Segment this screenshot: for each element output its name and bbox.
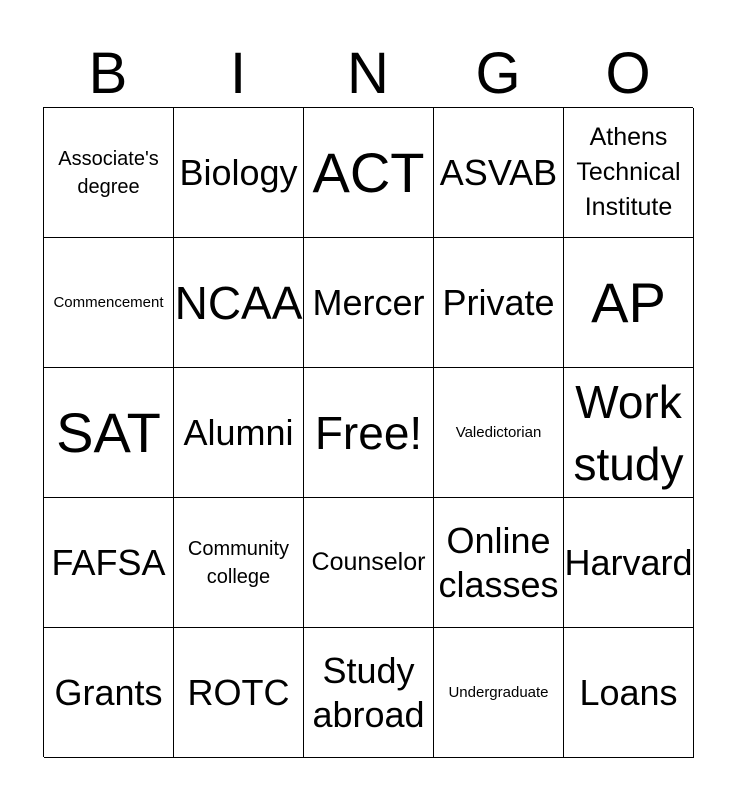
bingo-cell[interactable] [174, 108, 304, 238]
cell-label: Counselor [311, 548, 426, 576]
cell-label: Study abroad [312, 649, 425, 735]
bingo-cell[interactable] [564, 108, 694, 238]
bingo-cell[interactable] [44, 498, 174, 628]
cell-label: Community college [187, 537, 290, 588]
cell-label: Grants [54, 671, 163, 713]
bingo-cell[interactable] [434, 628, 564, 758]
header-letter-b: B [88, 41, 128, 106]
bingo-cell[interactable] [304, 498, 434, 628]
bingo-cell[interactable] [434, 498, 564, 628]
cell-label: NCAA [174, 276, 303, 329]
cell-label: ACT [312, 140, 425, 204]
bingo-cell[interactable] [174, 628, 304, 758]
free-space-label: Free! [314, 406, 423, 459]
bingo-cell[interactable] [44, 238, 174, 368]
bingo-cell[interactable] [304, 238, 434, 368]
free-space-cell[interactable] [304, 368, 434, 498]
cell-label: Mercer [312, 281, 425, 323]
cell-label: Athens Technical Institute [576, 123, 681, 221]
cell-label: Undergraduate [448, 684, 549, 701]
cell-label: Harvard [564, 541, 693, 583]
cell-label: Private [442, 281, 555, 323]
bingo-board [43, 107, 693, 757]
bingo-cell[interactable] [44, 368, 174, 498]
cell-label: Valedictorian [455, 424, 542, 441]
bingo-cell[interactable] [434, 238, 564, 368]
cell-label: Online classes [438, 519, 559, 605]
cell-label: ASVAB [439, 151, 558, 193]
cell-label: ROTC [187, 671, 290, 713]
bingo-cell[interactable] [304, 628, 434, 758]
cell-label: FAFSA [51, 541, 166, 583]
header-letter-o: O [605, 41, 651, 106]
bingo-cell[interactable] [564, 628, 694, 758]
bingo-cell[interactable] [434, 108, 564, 238]
bingo-cell[interactable] [44, 108, 174, 238]
cell-label: Alumni [183, 411, 294, 453]
bingo-cell[interactable] [304, 108, 434, 238]
header-letter-n: N [347, 41, 389, 106]
bingo-cell[interactable] [434, 368, 564, 498]
bingo-cell[interactable] [174, 368, 304, 498]
cell-label: Biology [179, 151, 298, 193]
cell-label: AP [591, 270, 666, 334]
bingo-cell[interactable] [564, 498, 694, 628]
bingo-cell[interactable] [564, 368, 694, 498]
cell-label: Associate's degree [58, 147, 159, 198]
cell-label: Loans [579, 671, 678, 713]
cell-label: Commencement [53, 294, 164, 311]
bingo-cell[interactable] [44, 628, 174, 758]
bingo-cell[interactable] [174, 238, 304, 368]
bingo-cell[interactable] [174, 498, 304, 628]
header-letter-i: I [229, 41, 247, 106]
header-letter-g: G [475, 41, 521, 106]
cell-label: SAT [56, 400, 161, 464]
bingo-header [43, 40, 693, 108]
cell-label: Work study [573, 375, 684, 490]
bingo-cell[interactable] [564, 238, 694, 368]
